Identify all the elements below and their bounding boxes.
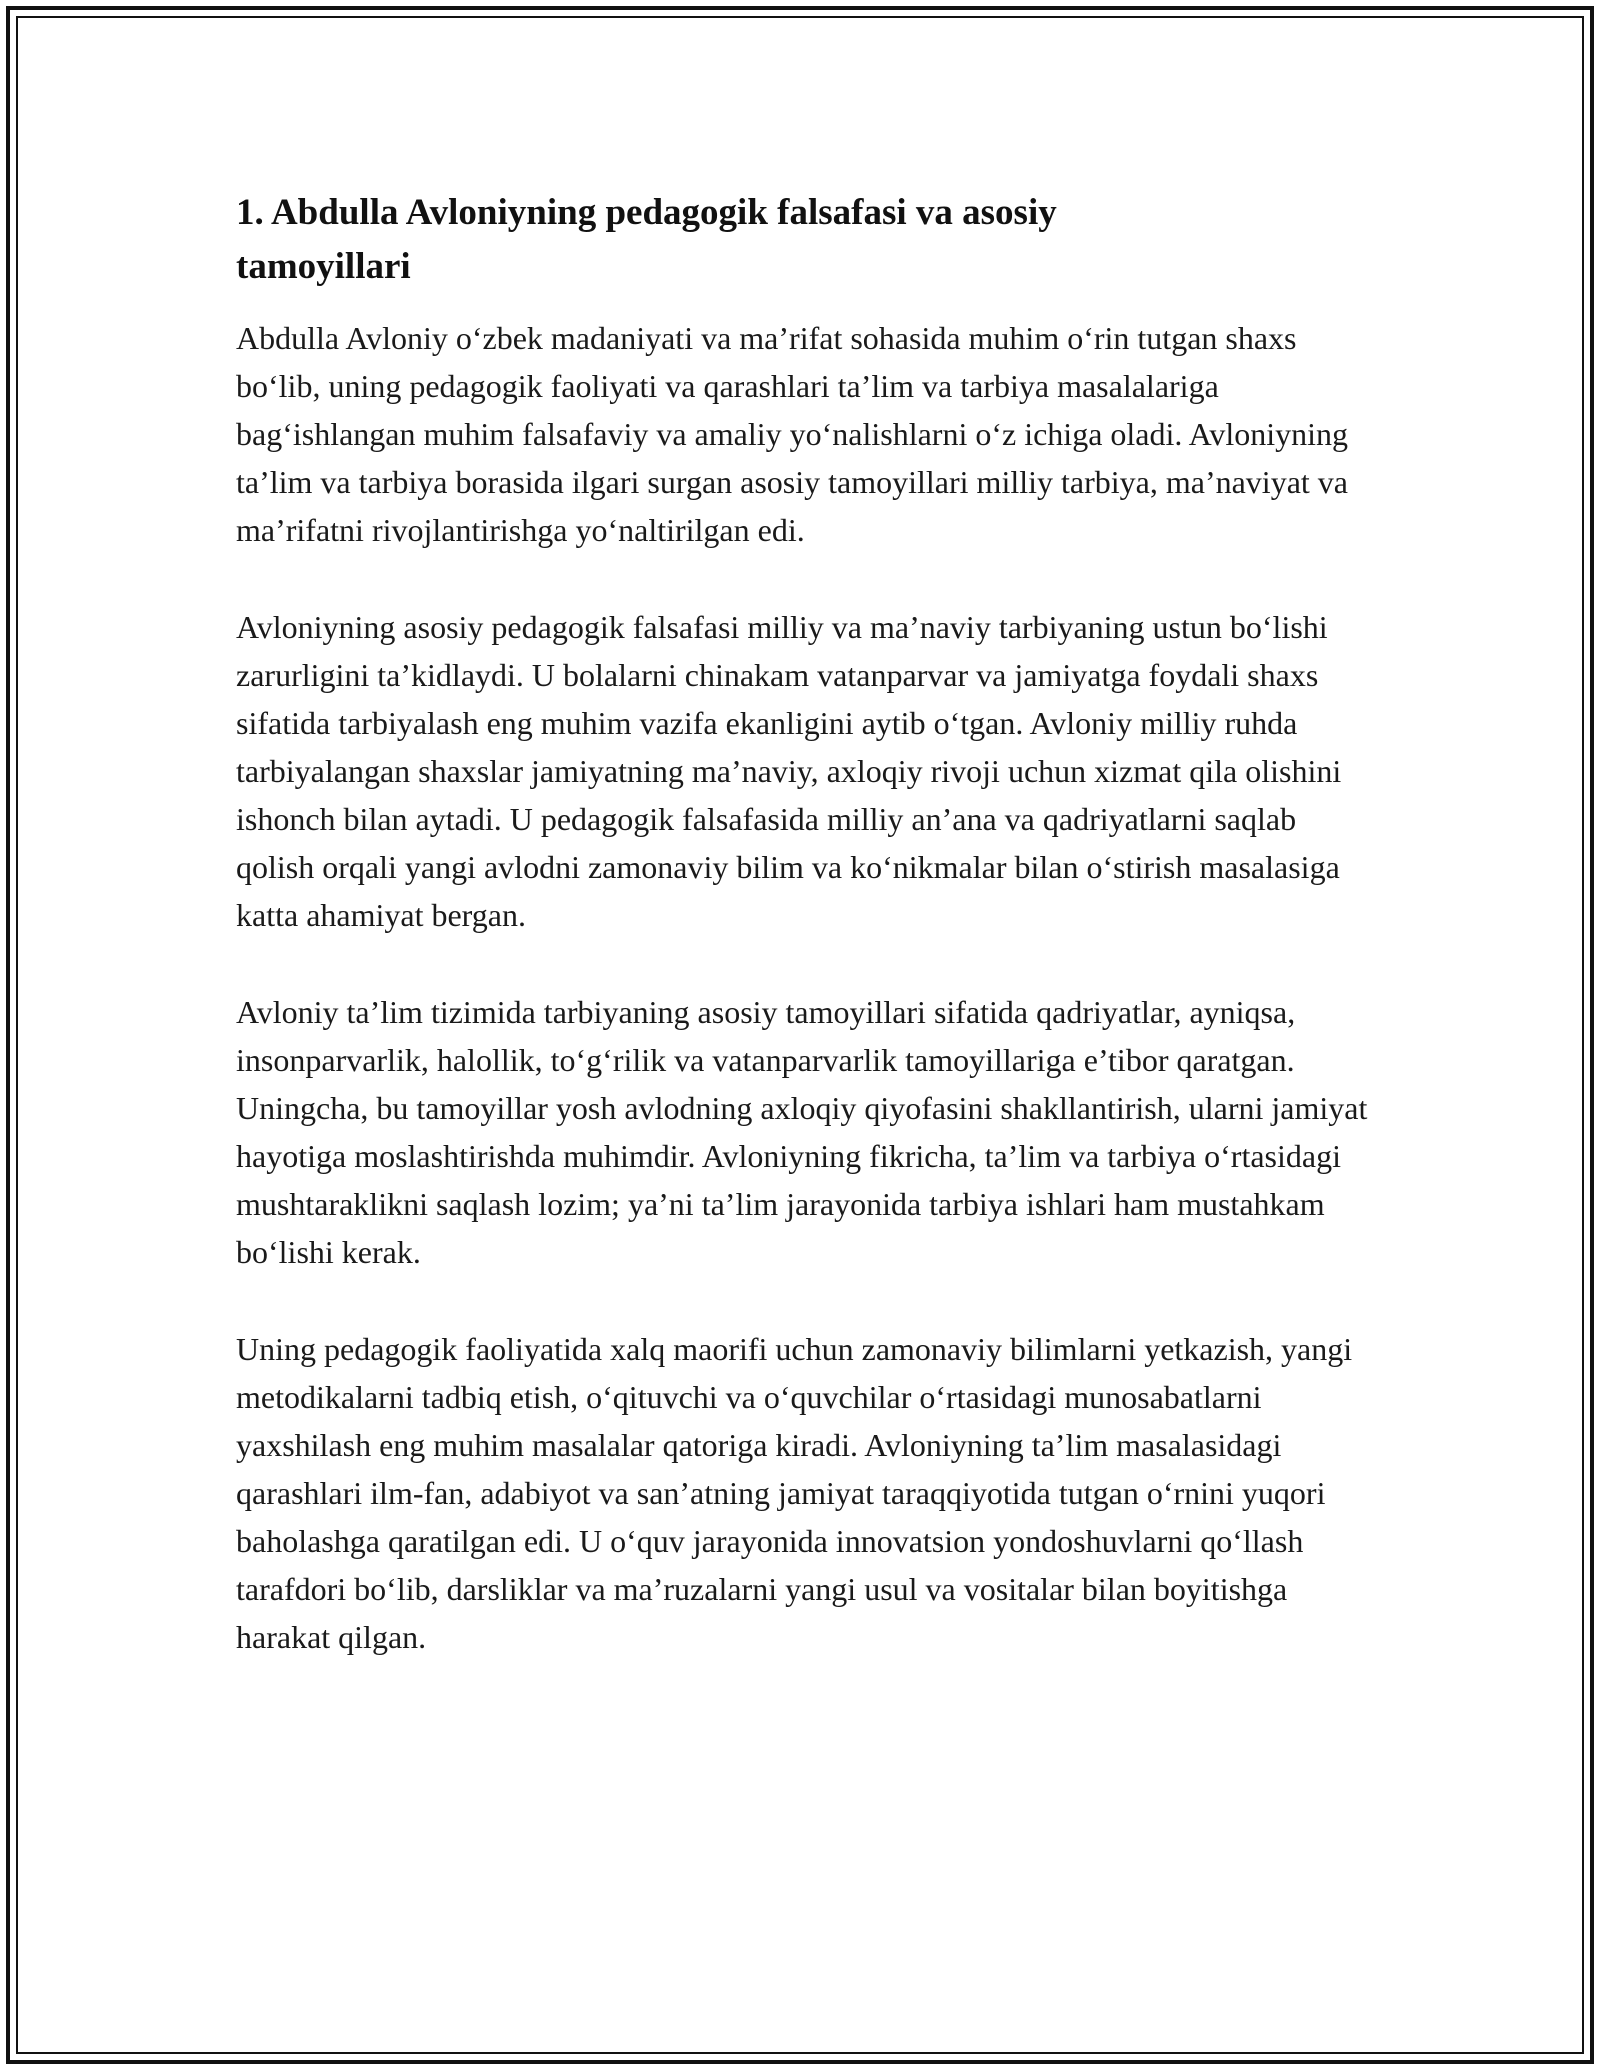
section-heading: 1. Abdulla Avloniyning pedagogik falsafasi va asosiy tamoyillari xyxy=(236,192,1057,287)
paragraph-3: Avloniy ta’lim tizimida tarbiyaning asosiy tamoyillari sifatida qadriyatlar, ayniqsa, insonparvarlik, halollik, to‘g‘rilik va vatanparvarlik tamoyillariga e’tibor qaratgan. Uningcha, bu tamoyillar yosh avlodning axloqiy qiyofasini shakllantirish, ularni jamiyat hayotiga moslashtirishda muhimdir. Avloniyning fikricha, ta’lim va tarbiya o‘rtasidagi mushtaraklikni saqlash lozim; ya’ni ta’lim jarayonida tarbiya ishlari ham mustahkam bo‘lishi kerak. xyxy=(236,994,1368,1270)
document-body xyxy=(236,186,1376,1710)
paragraph-1: Abdulla Avloniy o‘zbek madaniyati va ma’rifat sohasida muhim o‘rin tutgan shaxs bo‘lib, uning pedagogik faoliyati va qarashlari ta’lim va tarbiya masalalariga bag‘ishlangan muhim falsafaviy va amaliy yo‘nalishlarni o‘z ichiga oladi. Avloniyning ta’lim va tarbiya borasida ilgari surgan asosiy tamoyillari milliy tarbiya, ma’naviyat va ma’rifatni rivojlantirishga yo‘naltirilgan edi. xyxy=(236,320,1349,548)
paragraph-4: Uning pedagogik faoliyatida xalq maorifi uchun zamonaviy bilimlarni yetkazish, yangi metodikalarni tadbiq etish, o‘qituvchi va o‘quvchilar o‘rtasidagi munosabatlarni yaxshilash eng muhim masalalar qatoriga kiradi. Avloniyning ta’lim masalasidagi qarashlari ilm-fan, adabiyot va san’atning jamiyat taraqqiyotida tutgan o‘rnini yuqori baholashga qaratilgan edi. U o‘quv jarayonida innovatsion yondoshuvlarni qo‘llash tarafdori bo‘lib, darsliklar va ma’ruzalarni yangi usul va vositalar bilan boyitishga harakat qilgan. xyxy=(236,1331,1353,1655)
paragraph-2: Avloniyning asosiy pedagogik falsafasi milliy va ma’naviy tarbiyaning ustun bo‘lishi zarurligini ta’kidlaydi. U bolalarni chinakam vatanparvar va jamiyatga foydali shaxs sifatida tarbiyalash eng muhim vazifa ekanligini aytib o‘tgan. Avloniy milliy ruhda tarbiyalangan shaxslar jamiyatning ma’naviy, axloqiy rivoji uchun xizmat qila olishini ishonch bilan aytadi. U pedagogik falsafasida milliy an’ana va qadriyatlarni saqlab qolish orqali yangi avlodni zamonaviy bilim va ko‘nikmalar bilan o‘stirish masalasiga katta ahamiyat bergan. xyxy=(236,609,1342,933)
